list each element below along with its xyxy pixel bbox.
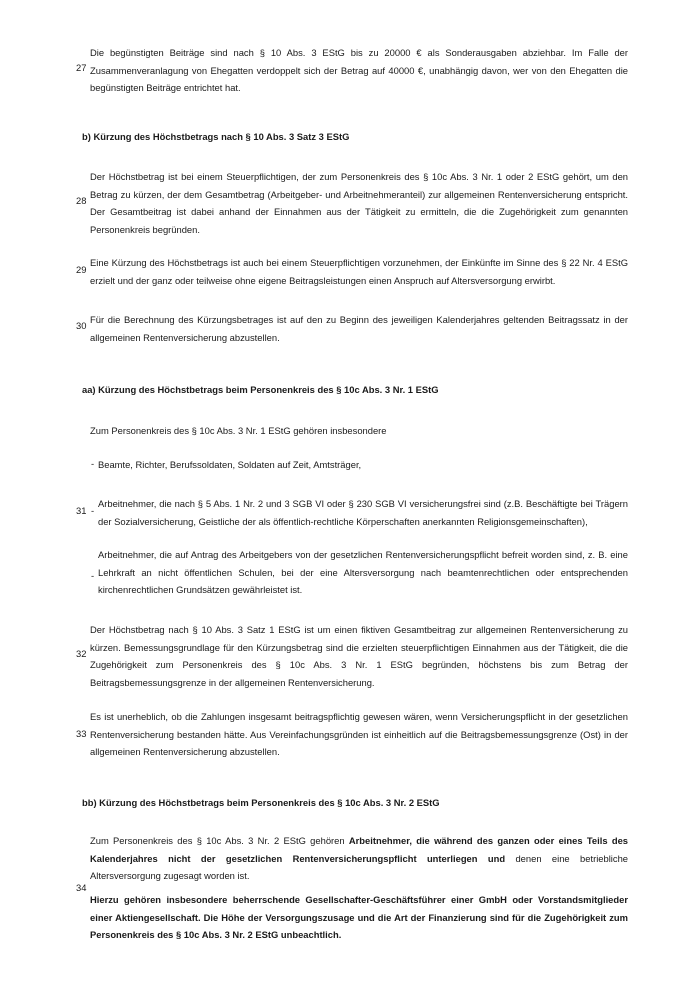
paragraph-34-text-2: denen eine betriebliche Altersversorgung zugesagt worden ist. <box>90 852 628 882</box>
heading-aa: aa) Kürzung des Höchstbetrags beim Personenkreis des § 10c Abs. 3 Nr. 1 EStG <box>82 384 439 395</box>
list-dash: - <box>91 505 95 516</box>
margin-number-30: 30 <box>76 320 87 331</box>
paragraph-31-intro: Zum Personenkreis des § 10c Abs. 3 Nr. 1 EStG gehören insbesondere <box>90 425 387 436</box>
paragraph-34-bold-1: Arbeitnehmer, die während des ganzen oder eines Teils des Kalenderjahres nicht der gesetzlichen Rentenversicherungspflicht unterliegen und <box>90 835 628 864</box>
paragraph-34-a <box>90 832 628 885</box>
paragraph-30: Für die Berechnung des Kürzungsbetrages ist auf den zu Beginn des jeweiligen Kalenderjahres geltenden Beitragssatz in der allgemeinen Rentenversicherung abzustellen. <box>90 314 628 343</box>
margin-number-32: 32 <box>76 648 87 659</box>
margin-number-31: 31 <box>76 505 87 516</box>
list-item: Arbeitnehmer, die auf Antrag des Arbeitgebers von der gesetzlichen Rentenversicherungspflicht befreit worden sind, z. B. eine Lehrkraft an nicht öffentlichen Schulen, bei der eine Altersversorgung nach beamtenrechtlichen oder entsprechenden kirchenrechtlichen Grundsätzen gewährleistet ist. <box>98 549 628 596</box>
list-dash: - <box>91 570 95 581</box>
paragraph-33: Es ist unerheblich, ob die Zahlungen insgesamt beitragspflichtig gewesen wären, wenn Versicherungspflicht in der gesetzlichen Rentenversicherung bestanden hätte. Aus Vereinfachungsgründen ist einheitlich auf die Beitragsbemessungsgrenze (Ost) in der allgemeinen Rentenversicherung abzustellen. <box>90 711 628 758</box>
list-dash: - <box>91 458 95 469</box>
margin-number-27: 27 <box>76 62 87 73</box>
paragraph-27: Die begünstigten Beiträge sind nach § 10 Abs. 3 EStG bis zu 20000 € als Sonderausgaben abziehbar. Im Falle der Zusammenveranlagung von Ehegatten verdoppelt sich der Betrag auf 40000 €, unabhängig davon, wer von den Ehegatten die begünstigten Beiträge entrichtet hat. <box>90 47 628 94</box>
list-item: Arbeitnehmer, die nach § 5 Abs. 1 Nr. 2 und 3 SGB VI oder § 230 SGB VI versicherungsfrei sind (z.B. Beschäftigte bei Trägern der Sozialversicherung, Geistliche der als öffentlich-rechtliche Körperschaften anerkannten Religionsgemeinschaften), <box>98 498 628 527</box>
paragraph-32: Der Höchstbetrag nach § 10 Abs. 3 Satz 1 EStG ist um einen fiktiven Gesamtbeitrag zur allgemeinen Rentenversicherung zu kürzen. Bemessungsgrundlage für den Kürzungsbetrag sind die erzielten steuerpflichtigen Einnahmen aus der Tätigkeit, die die Zugehörigkeit zum Personenkreis des § 10c Abs. 3 Nr. 1 EStG begründen, höchstens bis zum Betrag der Beitragsbemessungsgrenze in der allgemeinen Rentenversicherung. <box>90 624 628 688</box>
paragraph-34-b: Hierzu gehören insbesondere beherrschende Gesellschafter-Geschäftsführer einer GmbH oder Vorstandsmitglieder einer Aktiengesellschaft. Die Höhe der Versorgungszusage und die Art der Finanzierung sind für die Zugehörigkeit zum Personenkreis des § 10c Abs. 3 Nr. 2 EStG unbeachtlich. <box>90 894 628 941</box>
heading-b: b) Kürzung des Höchstbetrags nach § 10 Abs. 3 Satz 3 EStG <box>82 131 350 142</box>
margin-number-28: 28 <box>76 195 87 206</box>
margin-number-29: 29 <box>76 264 87 275</box>
list-item: Beamte, Richter, Berufssoldaten, Soldaten auf Zeit, Amtsträger, <box>98 459 362 470</box>
margin-number-33: 33 <box>76 728 87 739</box>
paragraph-29: Eine Kürzung des Höchstbetrags ist auch bei einem Steuerpflichtigen vorzunehmen, der Einkünfte im Sinne des § 22 Nr. 4 EStG erzielt und der ganz oder teilweise ohne eigene Beitragsleistungen einen Anspruch auf Altersversorgung erwirbt. <box>90 257 628 286</box>
paragraph-28: Der Höchstbetrag ist bei einem Steuerpflichtigen, der zum Personenkreis des § 10c Abs. 3 Nr. 1 oder 2 EStG gehört, um den Betrag zu kürzen, der dem Gesamtbetrag (Arbeitgeber- und Arbeitnehmeranteil) zur allgemeinen Rentenversicherung entspricht. Der Gesamtbeitrag ist dabei anhand der Einnahmen aus der Tätigkeit zu ermitteln, die die Zugehörigkeit zum genannten Personenkreis begründen. <box>90 171 628 235</box>
heading-bb: bb) Kürzung des Höchstbetrags beim Personenkreis des § 10c Abs. 3 Nr. 2 EStG <box>82 797 440 808</box>
margin-number-34: 34 <box>76 882 87 893</box>
paragraph-34-text-1: Zum Personenkreis des § 10c Abs. 3 Nr. 2 EStG gehören <box>90 835 349 846</box>
